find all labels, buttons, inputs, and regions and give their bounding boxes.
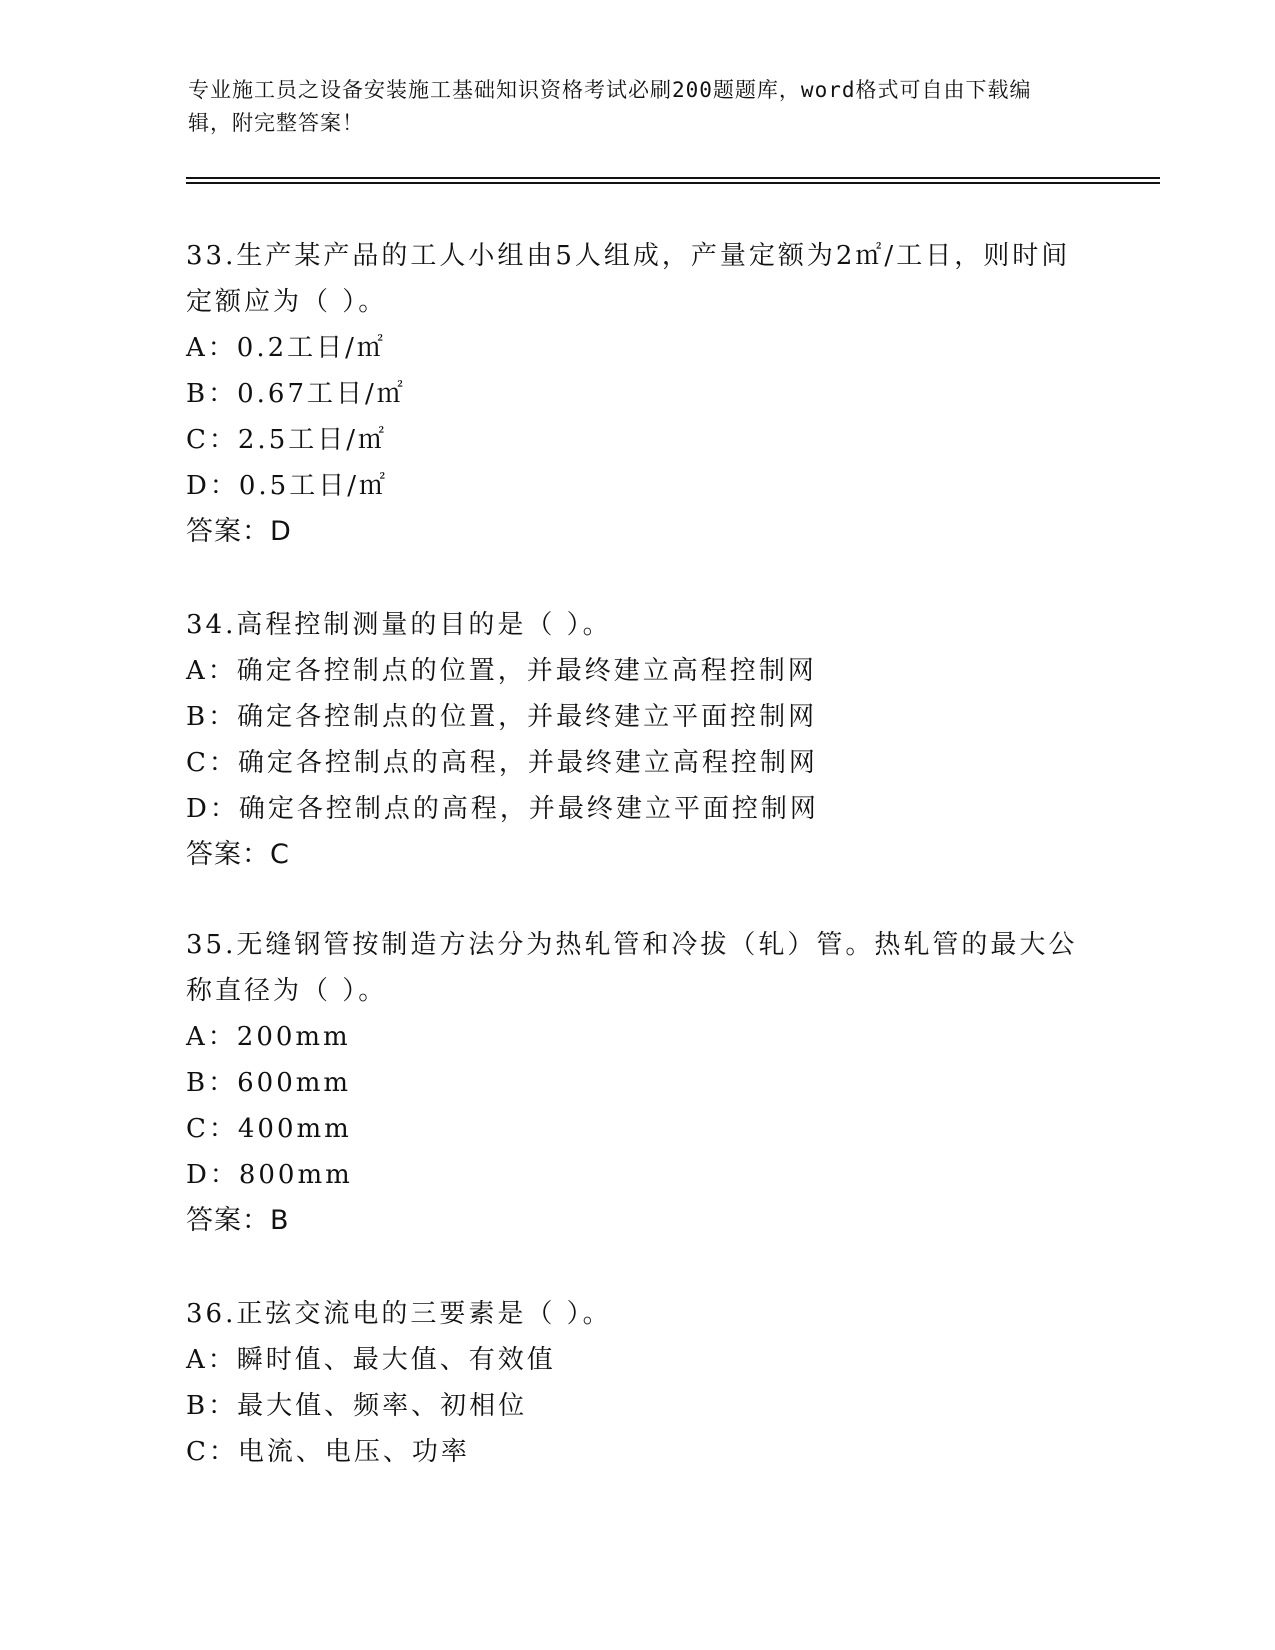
option-d: D：确定各控制点的高程，并最终建立平面控制网 <box>186 794 819 824</box>
option-a: A：瞬时值、最大值、有效值 <box>186 1345 556 1375</box>
option-d: D：0.5工日/㎡ <box>186 471 388 501</box>
question-stem: 34.高程控制测量的目的是（ ）。 <box>186 610 612 640</box>
option-b: B：确定各控制点的位置，并最终建立平面控制网 <box>186 702 818 732</box>
answer: 答案：D <box>186 516 292 547</box>
option-c: C：电流、电压、功率 <box>186 1437 470 1467</box>
question-stem: 35.无缝钢管按制造方法分为热轧管和冷拔（轧）管。热轧管的最大公称直径为（ ）。 <box>186 930 1078 1006</box>
question-34 <box>186 602 1086 878</box>
option-c: C：400mm <box>186 1114 352 1144</box>
option-c: C：2.5工日/㎡ <box>186 425 388 455</box>
option-c: C：确定各控制点的高程，并最终建立高程控制网 <box>186 748 818 778</box>
answer: 答案：B <box>186 1205 290 1236</box>
option-d: D：800mm <box>186 1160 353 1190</box>
option-b: B：600mm <box>186 1068 352 1098</box>
option-a: A：200mm <box>186 1022 351 1052</box>
option-b: B：最大值、频率、初相位 <box>186 1391 528 1421</box>
header-divider-top <box>186 177 1160 179</box>
option-a: A：确定各控制点的位置，并最终建立高程控制网 <box>186 656 817 686</box>
option-b: B：0.67工日/㎡ <box>186 379 406 409</box>
question-stem: 33.生产某产品的工人小组由5人组成，产量定额为2㎡/工日，则时间定额应为（ ）。 <box>186 241 1071 317</box>
document-header: 专业施工员之设备安装施工基础知识资格考试必刷200题题库，word格式可自由下载编辑，附完整答案！ <box>188 78 1032 135</box>
question-stem: 36.正弦交流电的三要素是（ ）。 <box>186 1299 612 1329</box>
question-35 <box>186 922 1086 1244</box>
answer: 答案：C <box>186 839 290 870</box>
question-33 <box>186 233 1086 555</box>
header-divider-bottom <box>186 182 1160 184</box>
question-36 <box>186 1291 1086 1475</box>
option-a: A：0.2工日/㎡ <box>186 333 386 363</box>
